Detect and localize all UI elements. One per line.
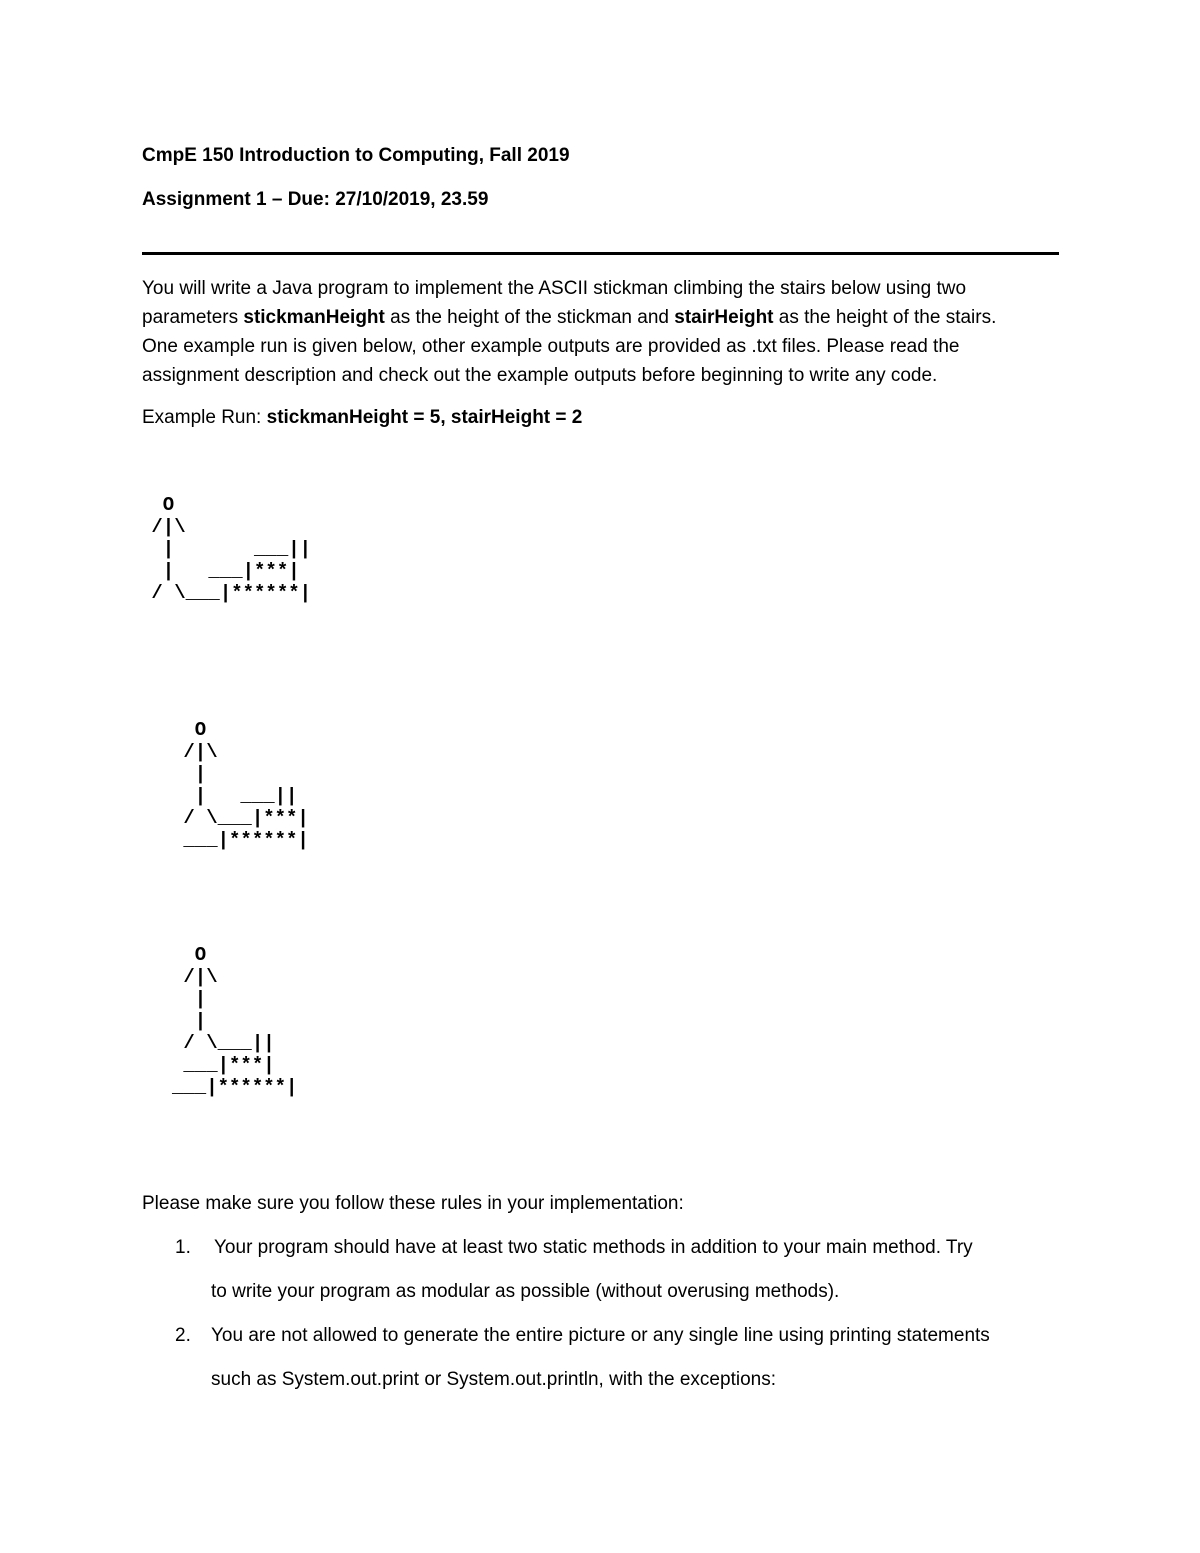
intro-line-2 [142,303,996,332]
intro-paragraph [142,274,996,390]
param-stair-height: stairHeight [674,307,774,328]
example-run-label [142,408,582,427]
ascii-frame-2: O /|\ | | ___|| / \___|***| ___|******| [183,719,309,851]
intro-line-1: You will write a Java program to implement the ASCII stickman climbing the stairs below using two [142,278,967,299]
intro-text: as the height of the stickman and [384,307,675,328]
param-stickman-height: stickmanHeight [243,307,385,328]
intro-text: as the height of the stairs. [773,307,997,328]
intro-text: parameters [142,307,244,328]
ascii-frame-1: O /|\ | ___|| | ___|***| / \___|******| [151,494,312,604]
rules-intro: Please make sure you follow these rules in your implementation: [142,1193,684,1214]
example-label-text: Example Run: [142,407,267,428]
rule-number: 1. [175,1237,191,1258]
rule-1-line-1: Your program should have at least two static methods in addition to your main method. Try [214,1237,973,1258]
horizontal-rule [142,252,1059,255]
document-title: CmpE 150 Introduction to Computing, Fall 2019 [142,145,570,166]
intro-line-3: One example run is given below, other example outputs are provided as .txt files. Please read the [142,336,960,357]
rule-2-line-1: You are not allowed to generate the entire picture or any single line using printing statements [211,1325,990,1346]
rule-1-line-2: to write your program as modular as possible (without overusing methods). [211,1281,840,1302]
intro-line-4: assignment description and check out the example outputs before beginning to write any code. [142,365,938,386]
assignment-due-line: Assignment 1 – Due: 27/10/2019, 23.59 [142,189,489,210]
ascii-frame-3: O /|\ | | / \___|| ___|***| ___|******| [172,944,298,1098]
rule-number: 2. [175,1325,191,1346]
example-params: stickmanHeight = 5, stairHeight = 2 [266,407,583,428]
rule-2-line-2: such as System.out.print or System.out.println, with the exceptions: [211,1369,776,1390]
